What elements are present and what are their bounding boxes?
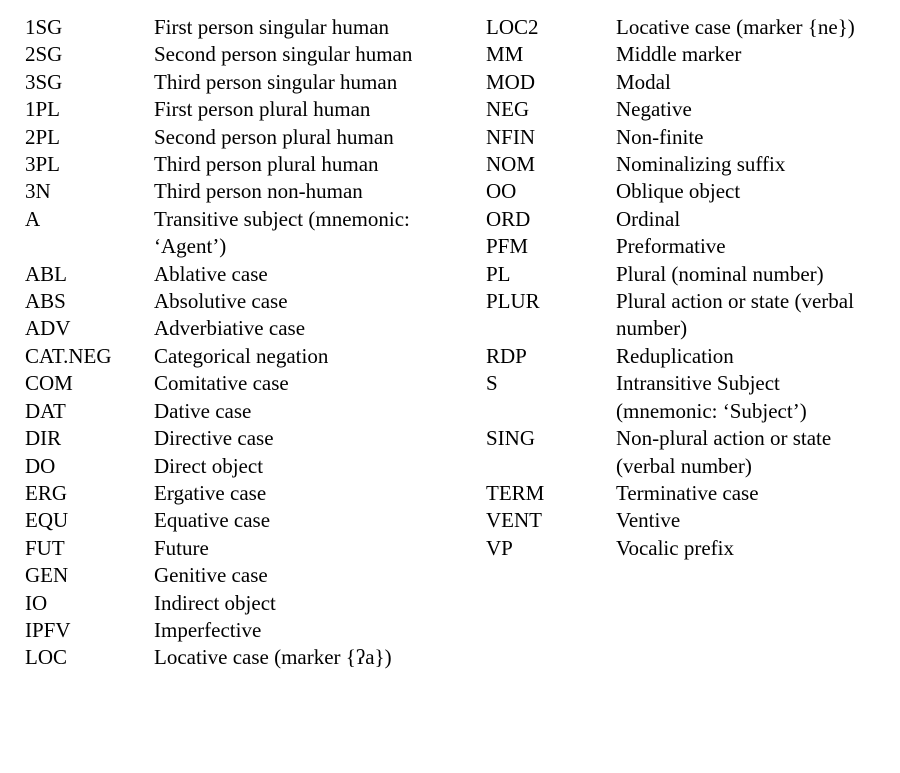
abbreviation-code: FUT [25, 535, 65, 560]
abbreviation-definition: Third person singular human [154, 69, 398, 94]
abbreviation-entry [486, 14, 886, 41]
abbreviation-definition: Ergative case [154, 480, 267, 505]
abbreviation-code: TERM [486, 480, 545, 505]
abbreviation-entry [486, 96, 886, 123]
abbreviation-definition: Equative case [154, 508, 271, 533]
abbreviation-definition: Plural action or state (verbal number) [616, 289, 854, 341]
abbreviation-entry [25, 206, 465, 261]
abbreviation-definition: Intransitive Subject (mnemonic: ‘Subject’) [616, 371, 807, 423]
abbreviation-code: IPFV [25, 617, 71, 642]
abbreviation-entry [25, 288, 465, 315]
abbreviation-entry [486, 233, 886, 260]
abbreviation-entry [486, 288, 886, 343]
abbreviation-code: OO [486, 179, 517, 204]
abbreviation-entry [25, 315, 465, 342]
abbreviation-code: DO [25, 453, 56, 478]
abbreviation-definition: Vocalic prefix [616, 535, 734, 560]
abbreviation-definition: Indirect object [154, 590, 276, 615]
abbreviation-definition: First person singular human [154, 15, 390, 39]
abbreviation-code: ABL [25, 261, 67, 286]
abbreviation-definition: Imperfective [154, 617, 262, 642]
abbreviation-entry [486, 343, 886, 370]
abbreviation-entry [25, 562, 465, 589]
abbreviation-definition: Direct object [154, 453, 264, 478]
abbreviation-entry [25, 14, 465, 41]
abbreviation-code: NOM [486, 152, 536, 177]
abbreviation-code: CAT.NEG [25, 343, 112, 368]
abbreviation-code: VP [486, 535, 513, 560]
abbreviation-definition: Negative [616, 97, 692, 122]
abbreviation-entry [486, 535, 886, 562]
abbreviations-right-column [486, 14, 886, 562]
abbreviation-code: DAT [25, 398, 66, 423]
abbreviation-entry [486, 206, 886, 233]
abbreviation-entry [25, 507, 465, 534]
abbreviation-definition: Terminative case [616, 480, 759, 505]
abbreviation-code: PFM [486, 234, 529, 259]
abbreviation-definition: Locative case (marker {ʔa}) [154, 645, 392, 670]
abbreviation-definition: Nominalizing suffix [616, 152, 786, 177]
abbreviation-entry [486, 124, 886, 151]
abbreviation-entry [25, 535, 465, 562]
abbreviation-entry [25, 343, 465, 370]
abbreviation-entry [486, 370, 886, 425]
abbreviation-code: 1PL [25, 97, 61, 122]
abbreviation-definition: Comitative case [154, 371, 289, 396]
abbreviation-entry [25, 425, 465, 452]
abbreviation-code: 3N [25, 179, 51, 204]
abbreviation-entry [486, 41, 886, 68]
abbreviation-entry [486, 178, 886, 205]
abbreviation-entry [486, 261, 886, 288]
abbreviation-entry [25, 261, 465, 288]
abbreviation-definition: Middle marker [616, 42, 742, 67]
abbreviation-code: DIR [25, 426, 62, 451]
abbreviation-definition: Ventive [616, 508, 681, 533]
abbreviation-code: 2PL [25, 124, 61, 149]
abbreviation-definition: Third person non-human [154, 179, 363, 204]
abbreviation-definition: Categorical negation [154, 343, 329, 368]
abbreviation-definition: Future [154, 535, 209, 560]
abbreviation-code: A [25, 206, 41, 231]
abbreviation-entry [486, 480, 886, 507]
abbreviation-definition: Modal [616, 69, 671, 94]
abbreviation-code: ORD [486, 206, 531, 231]
abbreviation-definition: Genitive case [154, 563, 268, 588]
abbreviation-code: 3PL [25, 152, 61, 177]
abbreviations-left-column [25, 14, 465, 672]
abbreviation-code: 1SG [25, 15, 63, 39]
abbreviation-code: RDP [486, 343, 527, 368]
abbreviation-code: NFIN [486, 124, 536, 149]
abbreviation-code: GEN [25, 563, 69, 588]
abbreviation-entry [25, 96, 465, 123]
abbreviation-definition: Ablative case [154, 261, 268, 286]
abbreviation-definition: Dative case [154, 398, 252, 423]
abbreviation-code: PLUR [486, 289, 540, 314]
abbreviation-code: LOC [25, 645, 67, 670]
abbreviation-entry [25, 644, 465, 671]
abbreviation-entry [25, 590, 465, 617]
abbreviation-entry [25, 69, 465, 96]
abbreviation-entry [25, 124, 465, 151]
abbreviation-entry [25, 453, 465, 480]
abbreviation-code: S [486, 371, 498, 396]
abbreviation-entry [25, 151, 465, 178]
abbreviation-code: MOD [486, 69, 536, 94]
abbreviation-code: ERG [25, 480, 67, 505]
abbreviation-definition: Adverbiative case [154, 316, 306, 341]
abbreviation-entry [25, 370, 465, 397]
abbreviation-definition: First person plural human [154, 97, 371, 122]
abbreviation-code: ABS [25, 289, 66, 314]
abbreviation-definition: Non-plural action or state (verbal number) [616, 426, 832, 478]
abbreviation-definition: Preformative [616, 234, 726, 259]
abbreviation-definition: Plural (nominal number) [616, 261, 824, 286]
abbreviation-definition: Directive case [154, 426, 274, 451]
abbreviation-entry [25, 178, 465, 205]
abbreviation-entry [486, 151, 886, 178]
abbreviation-definition: Transitive subject (mnemonic: ‘Agent’) [154, 206, 410, 259]
abbreviation-code: IO [25, 590, 48, 615]
abbreviation-entry [25, 41, 465, 68]
abbreviation-definition: Reduplication [616, 343, 734, 368]
abbreviation-code: EQU [25, 508, 69, 533]
abbreviation-code: MM [486, 42, 524, 67]
abbreviation-entry [486, 425, 886, 480]
abbreviation-entry [25, 480, 465, 507]
abbreviation-definition: Third person plural human [154, 152, 379, 177]
abbreviation-code: NEG [486, 97, 530, 122]
abbreviation-definition: Locative case (marker {ne}) [616, 15, 855, 39]
abbreviation-code: PL [486, 261, 511, 286]
abbreviation-code: 3SG [25, 69, 63, 94]
abbreviation-entry [25, 398, 465, 425]
abbreviation-definition: Ordinal [616, 206, 681, 231]
abbreviation-definition: Second person plural human [154, 124, 394, 149]
abbreviation-code: 2SG [25, 42, 63, 67]
abbreviation-code: VENT [486, 508, 542, 533]
abbreviation-code: LOC2 [486, 15, 539, 39]
abbreviation-entry [486, 507, 886, 534]
abbreviation-entry [486, 69, 886, 96]
abbreviation-entry [25, 617, 465, 644]
abbreviation-code: SING [486, 426, 536, 451]
abbreviation-definition: Second person singular human [154, 42, 413, 67]
abbreviation-definition: Non-finite [616, 124, 704, 149]
abbreviation-definition: Absolutive case [154, 289, 288, 314]
abbreviation-code: ADV [25, 316, 71, 341]
abbreviation-definition: Oblique object [616, 179, 741, 204]
abbreviation-code: COM [25, 371, 73, 396]
